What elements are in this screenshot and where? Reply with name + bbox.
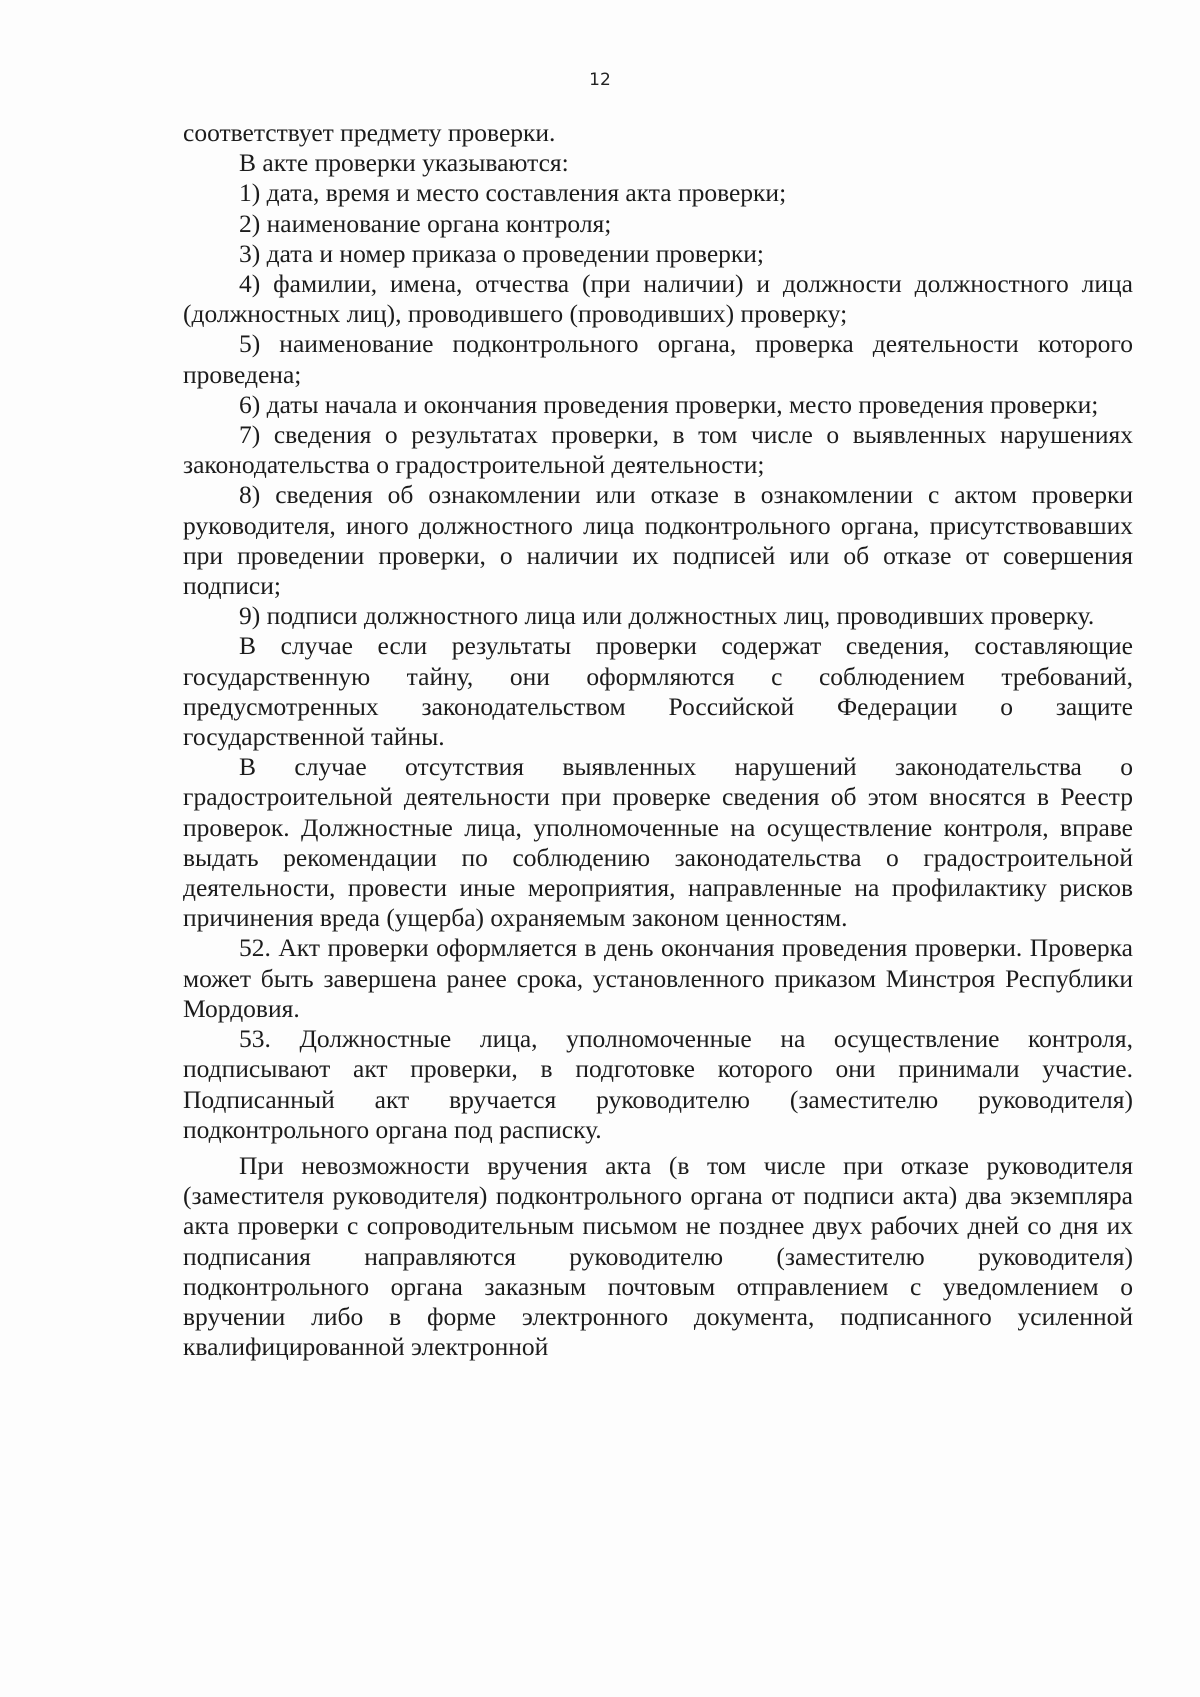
- paragraph-continuation: соответствует предмету проверки.: [183, 118, 556, 147]
- paragraph-clause-52: 52. Акт проверки оформляется в день окончания проведения проверки. Проверка может быть завершена ранее срока, установленного приказом Минстроя Республики Мордовия.: [183, 933, 1133, 1023]
- paragraph-act-contents-intro: В акте проверки указываются:: [239, 148, 569, 178]
- list-item-7: 7) сведения о результатах проверки, в том числе о выявленных нарушениях законодательства о градостроительной деятельности;: [183, 420, 1133, 480]
- list-item-4: 4) фамилии, имена, отчества (при наличии) и должности должностного лица (должностных лиц), проводившего (проводивших) проверку;: [183, 269, 1133, 329]
- list-item-1: 1) дата, время и место составления акта проверки;: [239, 178, 787, 208]
- page-number: 12: [589, 70, 611, 90]
- paragraph-state-secret: В случае если результаты проверки содержат сведения, составляющие государственную тайну, они оформляются с соблюдением требований, предусмотренных законодательством Российской Федерации о защите государственной тайны.: [183, 631, 1133, 752]
- paragraph-clause-53: 53. Должностные лица, уполномоченные на осуществление контроля, подписывают акт проверки, в подготовке которого они принимали участие. Подписанный акт вручается руководителю (заместителю руководителя) подконтрольного органа под расписку.: [183, 1024, 1133, 1144]
- list-item-3: 3) дата и номер приказа о проведении проверки;: [239, 238, 765, 268]
- list-item-5: 5) наименование подконтрольного органа, проверка деятельности которого проведена;: [183, 329, 1133, 389]
- list-item-9: 9) подписи должностного лица или должностных лиц, проводивших проверку.: [239, 601, 1095, 631]
- list-item-2: 2) наименование органа контроля;: [239, 208, 612, 238]
- list-item-8: 8) сведения об ознакомлении или отказе в ознакомлении с актом проверки руководителя, иного должностного лица подконтрольного органа, присутствовавших при проведении проверки, о наличии их подписей или об отказе от совершения подписи;: [183, 480, 1133, 601]
- list-item-6: 6) даты начала и окончания проведения проверки, место проведения проверки;: [239, 389, 1099, 419]
- paragraph-no-violations: В случае отсутствия выявленных нарушений законодательства о градостроительной деятельности при проверке сведения об этом вносятся в Реестр проверок. Должностные лица, уполномоченные на осуществление контроля, вправе выдать рекомендации по соблюдению законодательства о градостроительной деятельности, провести иные мероприятия, направленные на профилактику рисков причинения вреда (ущерба) охраняемым законом ценностям.: [183, 752, 1133, 933]
- paragraph-delivery-impossible: При невозможности вручения акта (в том числе при отказе руководителя (заместителя руководителя) подконтрольного органа от подписи акта) два экземпляра акта проверки с сопроводительным письмом не позднее двух рабочих дней со дня их подписания направляются руководителю (заместителю руководителя) подконтрольного органа заказным почтовым отправлением с уведомлением о вручении либо в форме электронного документа, подписанного усиленной квалифицированной электронной: [183, 1150, 1133, 1362]
- document-body: [183, 118, 1133, 1362]
